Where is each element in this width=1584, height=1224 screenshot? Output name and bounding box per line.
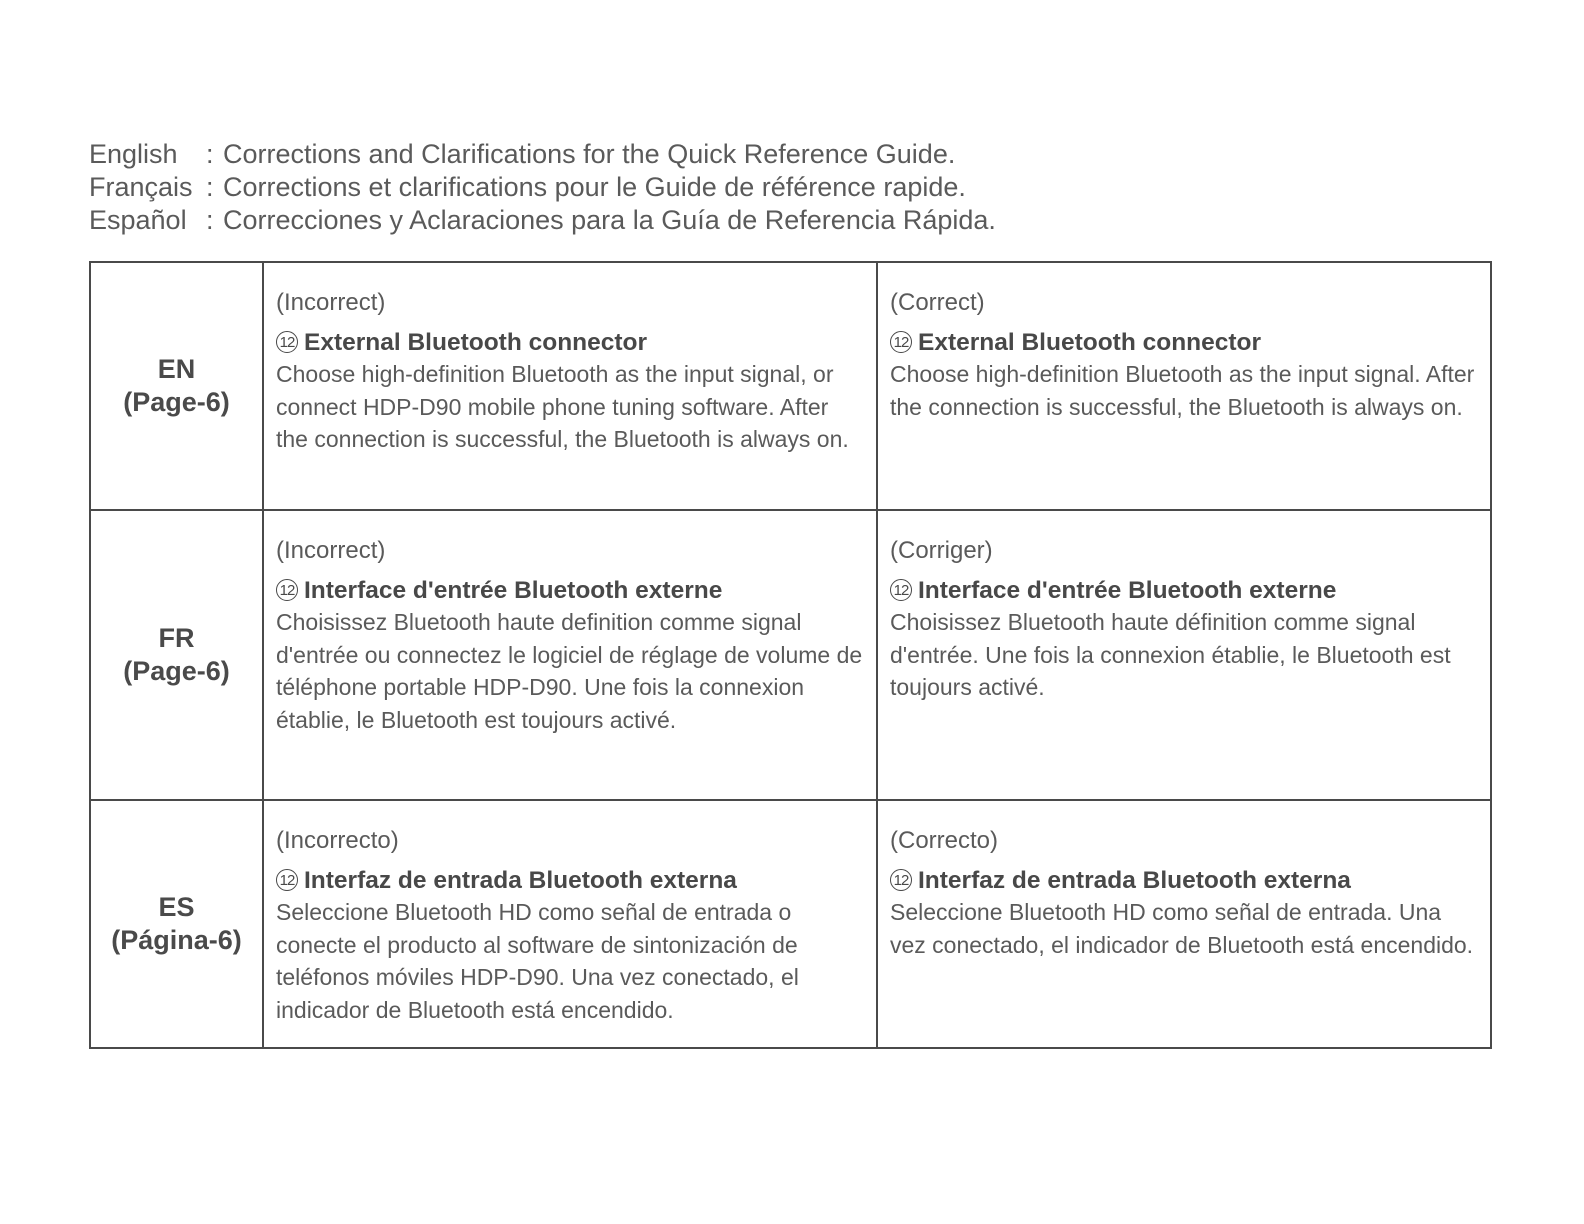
table-row-es bbox=[90, 800, 1491, 1048]
language-code: ES bbox=[158, 892, 195, 922]
intro-text: Correcciones y Aclaraciones para la Guía de Referencia Rápida. bbox=[223, 205, 996, 235]
body-text: Choose high-definition Bluetooth as the input signal, or connect HDP-D90 mobile phone tuning software. After the connection is successful, the Bluetooth is always on. bbox=[276, 361, 849, 452]
corrections-table bbox=[89, 261, 1492, 1049]
language-cell bbox=[90, 510, 263, 800]
body-text: Choose high-definition Bluetooth as the input signal. After the connection is successful, the Bluetooth is always on. bbox=[890, 361, 1475, 420]
status-label: (Incorrect) bbox=[276, 289, 386, 316]
language-code: FR bbox=[158, 623, 195, 653]
table-row-en bbox=[90, 262, 1491, 510]
intro-separator: : bbox=[206, 205, 214, 235]
status-label: (Incorrect) bbox=[276, 537, 386, 564]
heading-text: Interface d'entrée Bluetooth externe bbox=[918, 577, 1337, 604]
intro-text: Corrections and Clarifications for the Quick Reference Guide. bbox=[223, 139, 956, 169]
intro-line-french bbox=[89, 171, 996, 204]
status-label: (Incorrecto) bbox=[276, 827, 399, 854]
incorrect-cell bbox=[263, 510, 877, 800]
intro-language: Español bbox=[89, 205, 187, 235]
body-text: Seleccione Bluetooth HD como señal de entrada o conecte el producto al software de sintonización de teléfonos móviles HDP-D90. Una vez conectado, el indicador de Bluetooth está encendido. bbox=[276, 899, 799, 1023]
heading-text: Interface d'entrée Bluetooth externe bbox=[304, 577, 723, 604]
circled-number-icon: 12 bbox=[276, 869, 298, 891]
heading-text: Interfaz de entrada Bluetooth externa bbox=[918, 867, 1351, 894]
item-heading bbox=[276, 866, 866, 896]
item-heading bbox=[890, 866, 1480, 896]
correct-cell bbox=[877, 510, 1491, 800]
heading-text: External Bluetooth connector bbox=[304, 329, 648, 356]
item-heading bbox=[890, 576, 1480, 606]
incorrect-cell bbox=[263, 262, 877, 510]
page-reference: (Page-6) bbox=[123, 656, 230, 686]
status-label: (Correct) bbox=[890, 289, 985, 316]
circled-number-icon: 12 bbox=[890, 869, 912, 891]
body-text: Choisissez Bluetooth haute definition comme signal d'entrée ou connectez le logiciel de réglage de volume de téléphone portable HDP-D90. Une fois la connexion établie, le Bluetooth est toujours activé. bbox=[276, 609, 863, 733]
page-reference: (Page-6) bbox=[123, 387, 230, 417]
body-text: Seleccione Bluetooth HD como señal de entrada. Una vez conectado, el indicador de Bluetooth está encendido. bbox=[890, 899, 1474, 958]
language-cell bbox=[90, 262, 263, 510]
item-heading bbox=[276, 328, 866, 358]
incorrect-cell bbox=[263, 800, 877, 1048]
table-row-fr bbox=[90, 510, 1491, 800]
body-text: Choisissez Bluetooth haute définition comme signal d'entrée. Une fois la connexion établie, le Bluetooth est toujours activé. bbox=[890, 609, 1451, 700]
status-label: (Corriger) bbox=[890, 537, 993, 564]
status-label: (Correcto) bbox=[890, 827, 999, 854]
intro-line-spanish bbox=[89, 204, 996, 237]
intro-language: English bbox=[89, 139, 178, 169]
language-cell bbox=[90, 800, 263, 1048]
circled-number-icon: 12 bbox=[276, 331, 298, 353]
item-heading bbox=[276, 576, 866, 606]
circled-number-icon: 12 bbox=[890, 331, 912, 353]
heading-text: External Bluetooth connector bbox=[918, 329, 1262, 356]
heading-text: Interfaz de entrada Bluetooth externa bbox=[304, 867, 737, 894]
correct-cell bbox=[877, 800, 1491, 1048]
intro-separator: : bbox=[206, 172, 214, 202]
intro-block bbox=[89, 138, 996, 237]
intro-language: Français bbox=[89, 172, 193, 202]
intro-text: Corrections et clarifications pour le Guide de référence rapide. bbox=[223, 172, 966, 202]
intro-line-english bbox=[89, 138, 996, 171]
page-reference: (Página-6) bbox=[111, 925, 242, 955]
circled-number-icon: 12 bbox=[890, 579, 912, 601]
intro-separator: : bbox=[206, 139, 214, 169]
item-heading bbox=[890, 328, 1480, 358]
language-code: EN bbox=[157, 354, 196, 384]
circled-number-icon: 12 bbox=[276, 579, 298, 601]
correct-cell bbox=[877, 262, 1491, 510]
